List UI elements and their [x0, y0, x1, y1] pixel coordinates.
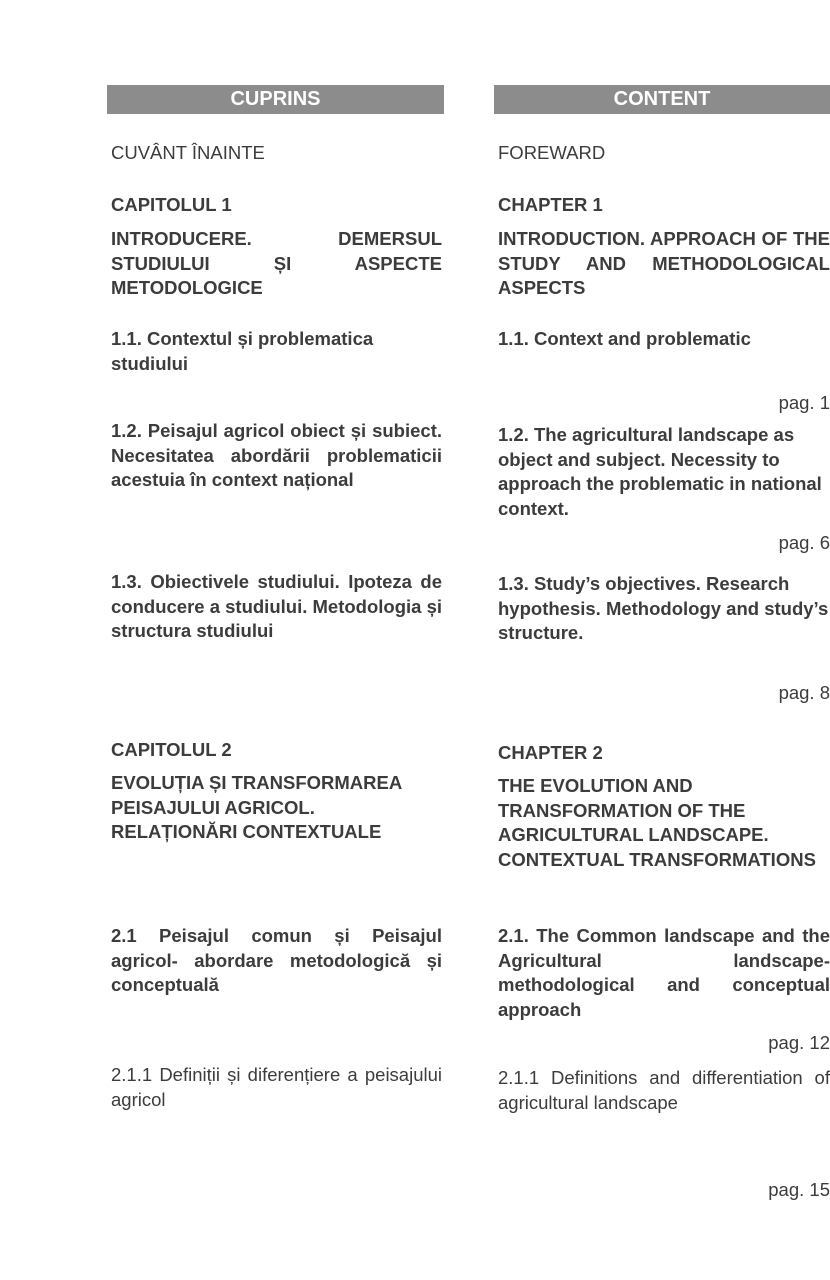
page-number-15: pag. 15 [768, 1179, 830, 1200]
toc-section-1-2-ro[interactable]: 1.2. Peisajul agricol obiect și subiect. Necesitatea abordării problematicii acestuia în context național [111, 420, 442, 490]
page-number-12: pag. 12 [768, 1032, 830, 1053]
toc-section-1-3-en[interactable]: 1.3. Study’s objectives. Research hypothesis. Methodology and study’s structure. [498, 573, 829, 643]
toc-chapter2-title-en[interactable]: THE EVOLUTION AND TRANSFORMATION OF THE AGRICULTURAL LANDSCAPE. CONTEXTUAL TRANSFORMATIONS [498, 775, 816, 870]
page-number-6: pag. 6 [778, 532, 830, 553]
toc-section-1-2-en[interactable]: 1.2. The agricultural landscape as object and subject. Necessity to approach the problematic in national context. [498, 424, 822, 519]
toc-section-1-3-ro[interactable]: 1.3. Obiectivele studiului. Ipoteza de conducere a studiului. Metodologia și structura studiului [111, 571, 442, 641]
toc-foreword-en[interactable]: FOREWARD [498, 142, 606, 163]
toc-section-2-1-en[interactable]: 2.1. The Common landscape and the Agricultural landscape- methodological and conceptual approach [498, 925, 830, 1020]
toc-chapter1-label-en[interactable]: CHAPTER 1 [498, 194, 603, 215]
toc-chapter1-label-ro[interactable]: CAPITOLUL 1 [111, 194, 232, 215]
toc-chapter1-title-ro[interactable]: INTRODUCERE. DEMERSUL STUDIULUI ȘI ASPECTE METODOLOGICE [111, 228, 442, 298]
page-number-8: pag. 8 [778, 682, 830, 703]
toc-foreword-ro[interactable]: CUVÂNT ÎNAINTE [111, 142, 265, 163]
toc-column-english [494, 85, 830, 1200]
toc-section-1-1-en[interactable]: 1.1. Context and problematic [498, 328, 751, 349]
toc-section-2-1-1-en[interactable]: 2.1.1 Definitions and differentiation of agricultural landscape [498, 1067, 830, 1113]
toc-chapter1-title-en[interactable]: INTRODUCTION. APPROACH OF THE STUDY AND METHODOLOGICAL ASPECTS [498, 228, 830, 298]
toc-chapter2-label-en[interactable]: CHAPTER 2 [498, 742, 603, 763]
toc-section-1-1-ro[interactable]: 1.1. Contextul și problematica studiului [111, 328, 374, 374]
toc-header-content: CONTENT [494, 85, 830, 114]
toc-chapter2-label-ro[interactable]: CAPITOLUL 2 [111, 739, 232, 760]
toc-header-cuprins: CUPRINS [107, 85, 444, 114]
toc-chapter2-title-ro[interactable]: EVOLUȚIA ȘI TRANSFORMAREA PEISAJULUI AGRICOL. RELAȚIONĂRI CONTEXTUALE [111, 772, 402, 842]
page-number-1: pag. 1 [778, 392, 830, 413]
toc-column-romanian [107, 85, 444, 1110]
toc-section-2-1-ro[interactable]: 2.1 Peisajul comun și Peisajul agricol- abordare metodologică și conceptuală [111, 925, 442, 995]
toc-section-2-1-1-ro[interactable]: 2.1.1 Definiții și diferențiere a peisajului agricol [111, 1064, 442, 1110]
